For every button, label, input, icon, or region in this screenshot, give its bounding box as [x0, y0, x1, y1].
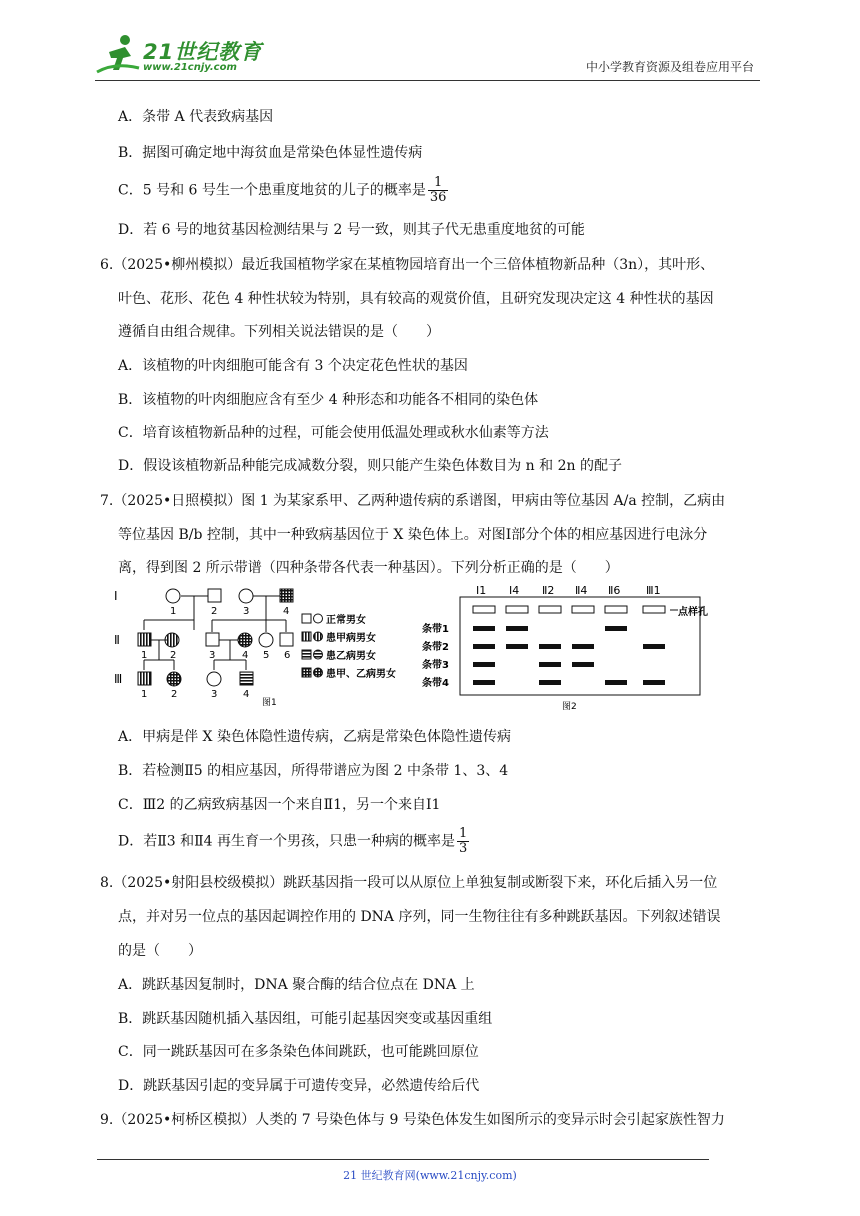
page-header	[95, 30, 760, 81]
ped-num: 1	[141, 689, 148, 700]
q7-option-d-fraction	[457, 827, 469, 856]
figure2-gel	[420, 584, 740, 712]
q5-option-c-text: C．5 号和 6 号生一个患重度地贫的儿子的概率是	[118, 182, 426, 199]
gel-band	[506, 626, 528, 631]
gel-band	[605, 680, 627, 685]
q8-option-b: B．跳跃基因随机插入基因组，可能引起基因突变或基因重组	[118, 1011, 493, 1027]
gel-band	[473, 662, 495, 667]
ped-num: 2	[171, 689, 178, 700]
runner-logo-icon	[95, 32, 141, 76]
gen-label-i: Ⅰ	[114, 589, 118, 603]
q8-stem-line2: 点，并对另一位点的基因起调控作用的 DNA 序列，同一生物往往有多种跳跃基因。下列叙述错误	[118, 909, 721, 925]
gel-band	[539, 662, 561, 667]
ped-num: 4	[283, 606, 290, 617]
gel-well	[506, 606, 528, 613]
legend-normal: 正常男女	[326, 615, 366, 626]
gel-row-label: 条带1	[422, 624, 449, 635]
q6-stem-line1: 6.（2025•柳州模拟）最近我国植物学家在某植物园培育出一个三倍体植物新品种（3n），其叶形、	[100, 257, 715, 273]
ped-num: 1	[141, 650, 148, 661]
gel-band	[473, 680, 495, 685]
gel-well	[643, 606, 665, 613]
header-platform-text: 中小学教育资源及组卷应用平台	[585, 60, 754, 74]
q7-option-c: C．Ⅲ2 的乙病致病基因一个来自Ⅱ1，另一个来自Ⅰ1	[118, 797, 441, 813]
gel-row-label: 条带3	[422, 660, 449, 671]
q6-option-d: D．假设该植物新品种能完成减数分裂，则只能产生染色体数目为 n 和 2n 的配子	[118, 458, 622, 474]
gel-row-label: 条带2	[422, 642, 449, 653]
ped-num: 2	[211, 606, 218, 617]
gen-label-ii: Ⅱ	[114, 633, 120, 647]
ped-num: 3	[211, 689, 218, 700]
ped-num: 5	[263, 650, 270, 661]
gel-well	[473, 606, 495, 613]
fraction-numerator: 1	[428, 176, 449, 191]
gel-row-label: 条带4	[422, 678, 449, 689]
ped-num: 4	[243, 689, 250, 700]
q6-option-c: C．培育该植物新品种的过程，可能会使用低温处理或秋水仙素等方法	[118, 425, 549, 441]
q6-stem-line3: 遵循自由组合规律。下列相关说法错误的是（ ）	[118, 324, 440, 340]
gel-band	[473, 626, 495, 631]
q9-stem-line1: 9.（2025•柯桥区模拟）人类的 7 号染色体与 9 号染色体发生如图所示的变异示时会引起家族性智力	[100, 1112, 725, 1128]
footer-text: 21 世纪教育网(www.21cnjy.com)	[343, 1169, 517, 1182]
q5-option-c	[118, 176, 448, 205]
ped-num: 1	[170, 606, 177, 617]
fraction-denominator: 36	[429, 190, 447, 205]
gel-column-label: Ⅰ1	[476, 584, 487, 597]
ped-num: 3	[243, 606, 250, 617]
logo-url: www.21cnjy.com	[143, 62, 237, 73]
q8-stem-line3: 的是（ ）	[118, 943, 202, 959]
gel-column-label: Ⅱ4	[575, 584, 588, 597]
q6-option-b: B．该植物的叶肉细胞应含有至少 4 种形态和功能各不相同的染色体	[118, 392, 539, 408]
gel-band	[643, 680, 665, 685]
q7-option-d	[118, 827, 469, 856]
gel-band	[539, 644, 561, 649]
q5-option-c-fraction	[428, 176, 449, 205]
q7-option-a: A．甲病是伴 X 染色体隐性遗传病，乙病是常染色体隐性遗传病	[118, 729, 511, 745]
q7-option-d-text: D．若Ⅱ3 和Ⅱ4 再生育一个男孩，只患一种病的概率是	[118, 833, 455, 850]
q8-stem-line1: 8.（2025•射阳县校级模拟）跳跃基因指一段可以从原位上单独复制或断裂下来，环化后插入另一位	[100, 875, 718, 891]
gel-column-label: Ⅲ1	[646, 584, 661, 597]
ped-num: 2	[170, 650, 177, 661]
q8-option-a: A．跳跃基因复制时，DNA 聚合酶的结合位点在 DNA 上	[118, 977, 475, 993]
q7-stem-line1: 7.（2025•日照模拟）图 1 为某家系甲、乙两种遗传病的系谱图，甲病由等位基因 A/a 控制，乙病由	[100, 493, 726, 509]
q5-option-b: B．据图可确定地中海贫血是常染色体显性遗传病	[118, 145, 423, 161]
site-logo	[95, 32, 265, 76]
gel-column-label: Ⅱ2	[542, 584, 555, 597]
q7-stem-line3: 离，得到图 2 所示带谱（四种条带各代表一种基因）。下列分析正确的是（ ）	[118, 560, 619, 576]
gel-band	[539, 680, 561, 685]
q5-option-a: A．条带 A 代表致病基因	[118, 109, 274, 125]
q6-option-a: A．该植物的叶肉细胞可能含有 3 个决定花色性状的基因	[118, 358, 468, 374]
q8-option-c: C．同一跳跃基因可在多条染色体间跳跃，也可能跳回原位	[118, 1044, 479, 1060]
ped-num: 3	[209, 650, 216, 661]
gel-column-label: Ⅱ6	[608, 584, 621, 597]
figure2-caption: 图2	[562, 702, 577, 712]
gel-well	[605, 606, 627, 613]
figure1-caption: 图1	[262, 698, 277, 708]
pedigree-legend	[302, 613, 396, 680]
ped-num: 6	[284, 650, 291, 661]
q8-option-d: D．跳跃基因引起的变异属于可遗传变异，必然遗传给后代	[118, 1078, 480, 1094]
well-label: 点样孔	[678, 607, 708, 618]
q7-option-b: B．若检测Ⅱ5 的相应基因，所得带谱应为图 2 中条带 1、3、4	[118, 763, 509, 779]
fraction-denominator: 3	[458, 841, 468, 856]
gel-band	[572, 662, 594, 667]
gel-band	[605, 626, 627, 631]
q7-stem-line2: 等位基因 B/b 控制，其中一种致病基因位于 X 染色体上。对图Ⅰ部分个体的相应基因进行电泳分	[118, 527, 708, 543]
gel-band	[572, 644, 594, 649]
logo-text: 21世纪教育	[143, 40, 263, 64]
gel-band	[643, 644, 665, 649]
gel-well	[539, 606, 561, 613]
legend-both: 患甲、乙病男女	[326, 669, 396, 680]
footer-rule	[97, 1159, 709, 1160]
legend-disease-b: 患乙病男女	[326, 651, 376, 662]
gel-band	[473, 644, 495, 649]
gel-well	[572, 606, 594, 613]
fraction-numerator: 1	[458, 826, 468, 841]
figure1-pedigree	[110, 584, 420, 710]
ped-num: 4	[242, 650, 249, 661]
q5-option-d: D．若 6 号的地贫基因检测结果与 2 号一致，则其子代无患重度地贫的可能	[118, 222, 585, 238]
gel-band	[506, 644, 528, 649]
q6-stem-line2: 叶色、花形、花色 4 种性状较为特别，具有较高的观赏价值，且研究发现决定这 4 种性状的基因	[118, 291, 714, 307]
gen-label-iii: Ⅲ	[114, 672, 123, 686]
legend-disease-a: 患甲病男女	[326, 633, 376, 644]
gel-column-label: Ⅰ4	[509, 584, 520, 597]
